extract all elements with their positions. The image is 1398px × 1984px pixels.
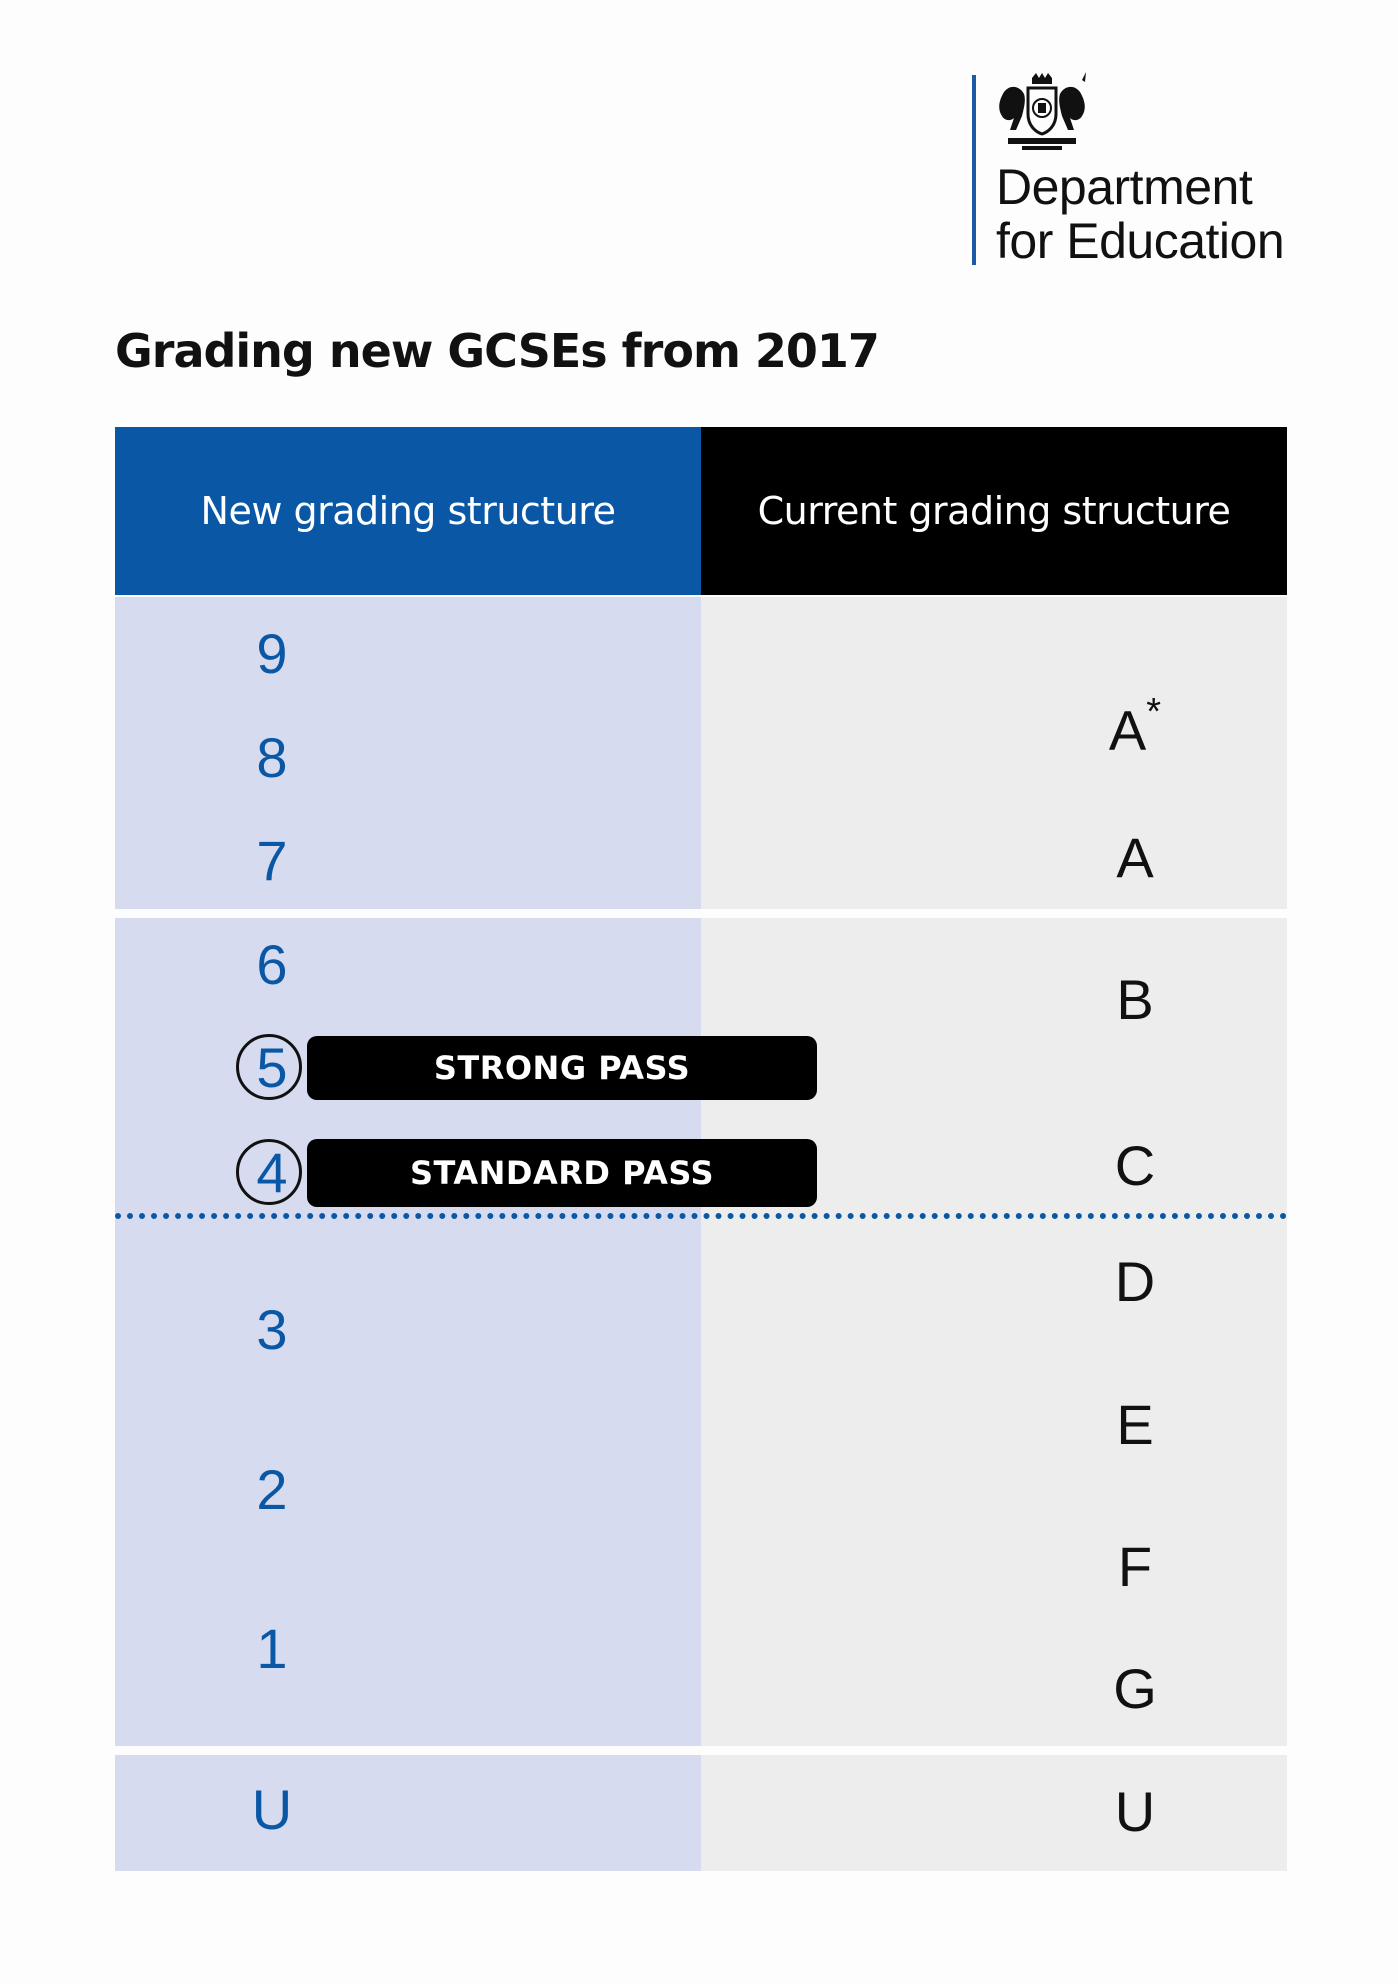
current-grade: A (1108, 698, 1147, 762)
logo-divider (972, 75, 976, 265)
current-grade: U (1114, 1780, 1156, 1843)
current-grade-a-star (1090, 686, 1180, 763)
standard-pass-text: STANDARD PASS (409, 1154, 715, 1192)
new-grade: U (251, 1778, 293, 1841)
new-band-ungraded (115, 1755, 701, 1871)
new-grade: 1 (256, 1617, 288, 1680)
current-grade: F (1117, 1535, 1153, 1598)
royal-coat-of-arms-icon (994, 72, 1090, 152)
strong-pass-text: STRONG PASS (433, 1049, 691, 1087)
new-grade: 8 (256, 726, 288, 789)
current-grade: A (1116, 826, 1154, 889)
header-current-label: Current grading structure (757, 489, 1231, 533)
new-grade: 6 (256, 933, 288, 996)
current-band-top (701, 597, 1287, 909)
new-grade: 3 (256, 1298, 288, 1361)
header-current-grading (701, 427, 1287, 595)
organisation-name: Department for Education (996, 159, 1285, 269)
current-band-ungraded (701, 1755, 1287, 1871)
new-grade: 9 (256, 622, 288, 685)
strong-pass-label (307, 1036, 817, 1100)
new-grade: 2 (256, 1458, 288, 1521)
header-new-grading (115, 427, 701, 595)
current-grade: G (1113, 1657, 1157, 1720)
a-star-asterisk: * (1146, 691, 1162, 733)
standard-pass-label (307, 1139, 817, 1207)
page-title: Grading new GCSEs from 2017 (115, 324, 879, 378)
pass-threshold-line (115, 1213, 1287, 1219)
new-grade: 4 (256, 1141, 288, 1204)
new-grade: 5 (256, 1036, 288, 1099)
current-grade: C (1114, 1134, 1156, 1197)
current-grade: D (1114, 1250, 1156, 1313)
header-new-label: New grading structure (200, 489, 616, 533)
current-grade: E (1116, 1393, 1154, 1456)
new-grade: 7 (256, 829, 288, 892)
new-band-top (115, 597, 701, 909)
current-grade: B (1116, 968, 1154, 1031)
